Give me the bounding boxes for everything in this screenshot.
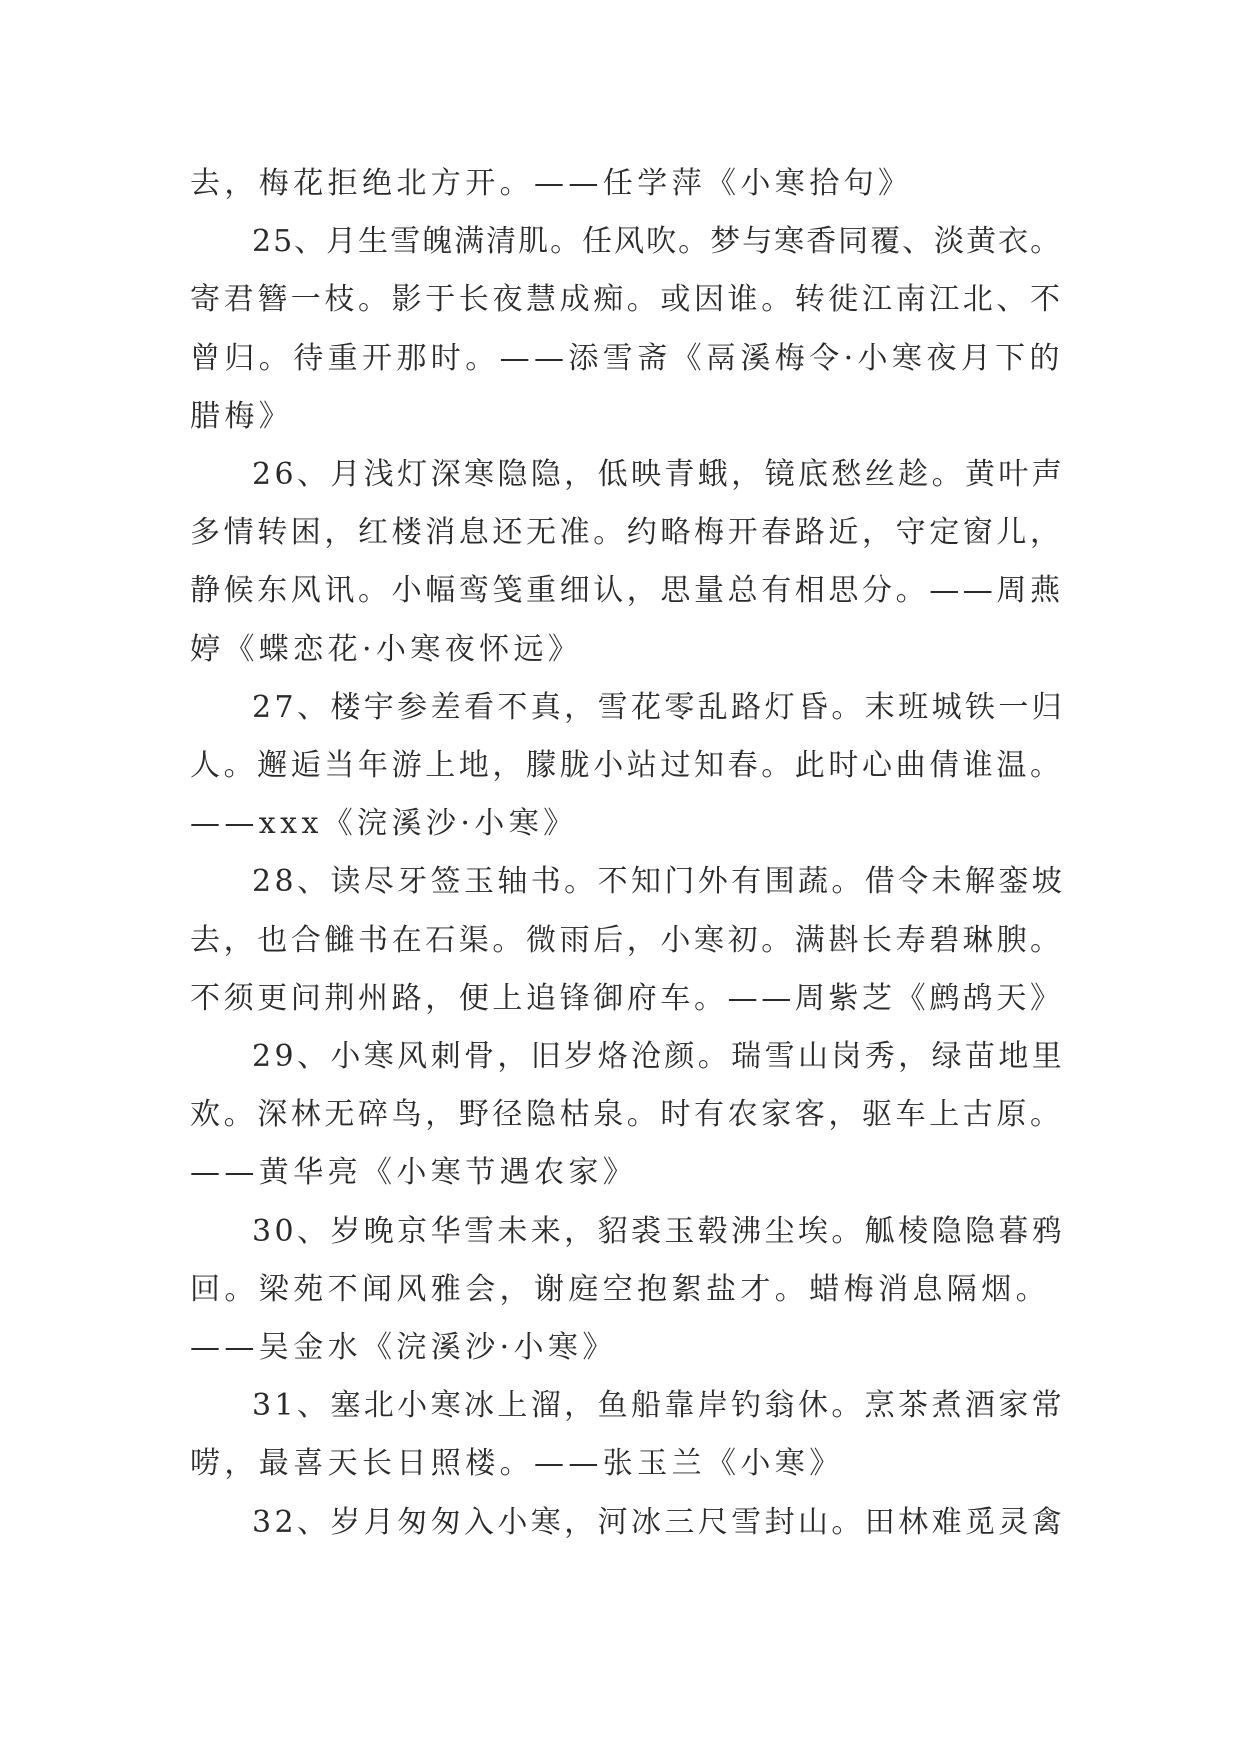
text-line: 29、小寒风刺骨，旧岁烙沧颜。瑞雪山岗秀，绿苗地里 <box>252 1039 1066 1075</box>
text-line: 腊梅》 <box>190 398 294 434</box>
text-line: 25、月生雪魄满清肌。任风吹。梦与寒香同覆、淡黄衣。 <box>252 224 1063 260</box>
text-line: ——黄华亮《小寒节遇农家》 <box>190 1155 638 1191</box>
text-line: 静候东风讯。小幅鸾笺重细认，思量总有相思分。——周燕 <box>190 573 1064 609</box>
document-body <box>190 155 1065 1552</box>
text-line: 31、塞北小寒冰上溜，鱼船靠岸钓翁休。烹茶煮酒家常 <box>252 1388 1066 1424</box>
text-line: 30、岁晚京华雪未来，貂裘玉毂沸尘埃。觚棱隐隐暮鸦 <box>252 1213 1066 1249</box>
text-line: 去，也合雠书在石渠。微雨后，小寒初。满斟长寿碧琳腴。 <box>190 922 1064 958</box>
text-line: 欢。深林无碎鸟，野径隐枯泉。时有农家客，驱车上古原。 <box>190 1097 1064 1133</box>
poem-paragraph <box>190 1028 1065 1203</box>
text-line: 28、读尽牙签玉轴书。不知门外有围蔬。借令未解銮坡 <box>252 864 1066 900</box>
text-line: 27、楼宇参差看不真，雪花零乱路灯昏。末班城铁一归 <box>252 689 1066 725</box>
poem-paragraph <box>190 1494 1065 1552</box>
poem-paragraph <box>190 679 1065 854</box>
poem-paragraph <box>190 446 1065 679</box>
text-line: 多情转困，红楼消息还无准。约略梅开春路近，守定窗儿， <box>190 515 1064 551</box>
text-line: ——吴金水《浣溪沙·小寒》 <box>190 1330 617 1366</box>
poem-paragraph <box>190 853 1065 1028</box>
text-line: ——xxx《浣溪沙·小寒》 <box>190 806 578 842</box>
text-line: 婷《蝶恋花·小寒夜怀远》 <box>190 631 583 667</box>
text-line: 人。邂逅当年游上地，朦胧小站过知春。此时心曲倩谁温。 <box>190 748 1064 784</box>
poem-paragraph <box>190 213 1065 446</box>
text-line: 去，梅花拒绝北方开。——任学萍《小寒拾句》 <box>190 166 913 201</box>
poem-paragraph <box>190 1377 1065 1493</box>
text-line: 32、岁月匆匆入小寒，河冰三尺雪封山。田林难觅灵禽 <box>252 1504 1066 1540</box>
text-line: 唠，最喜天长日照楼。——张玉兰《小寒》 <box>190 1446 844 1482</box>
text-line: 不须更问荆州路，便上追锋御府车。——周紫芝《鹧鸪天》 <box>190 980 1064 1016</box>
text-line: 曾归。待重开那时。——添雪斋《鬲溪梅令·小寒夜月下的 <box>190 340 1064 376</box>
text-line: 回。梁苑不闻风雅会，谢庭空抱絮盐才。蜡梅消息隔烟。 <box>190 1271 1050 1307</box>
poem-paragraph <box>190 1203 1065 1378</box>
poem-paragraph <box>190 155 1065 213</box>
text-line: 26、月浅灯深寒隐隐，低映青蛾，镜底愁丝趁。黄叶声 <box>252 457 1066 493</box>
text-line: 寄君簪一枝。影于长夜慧成痴。或因谁。转徙江南江北、不 <box>190 282 1064 318</box>
